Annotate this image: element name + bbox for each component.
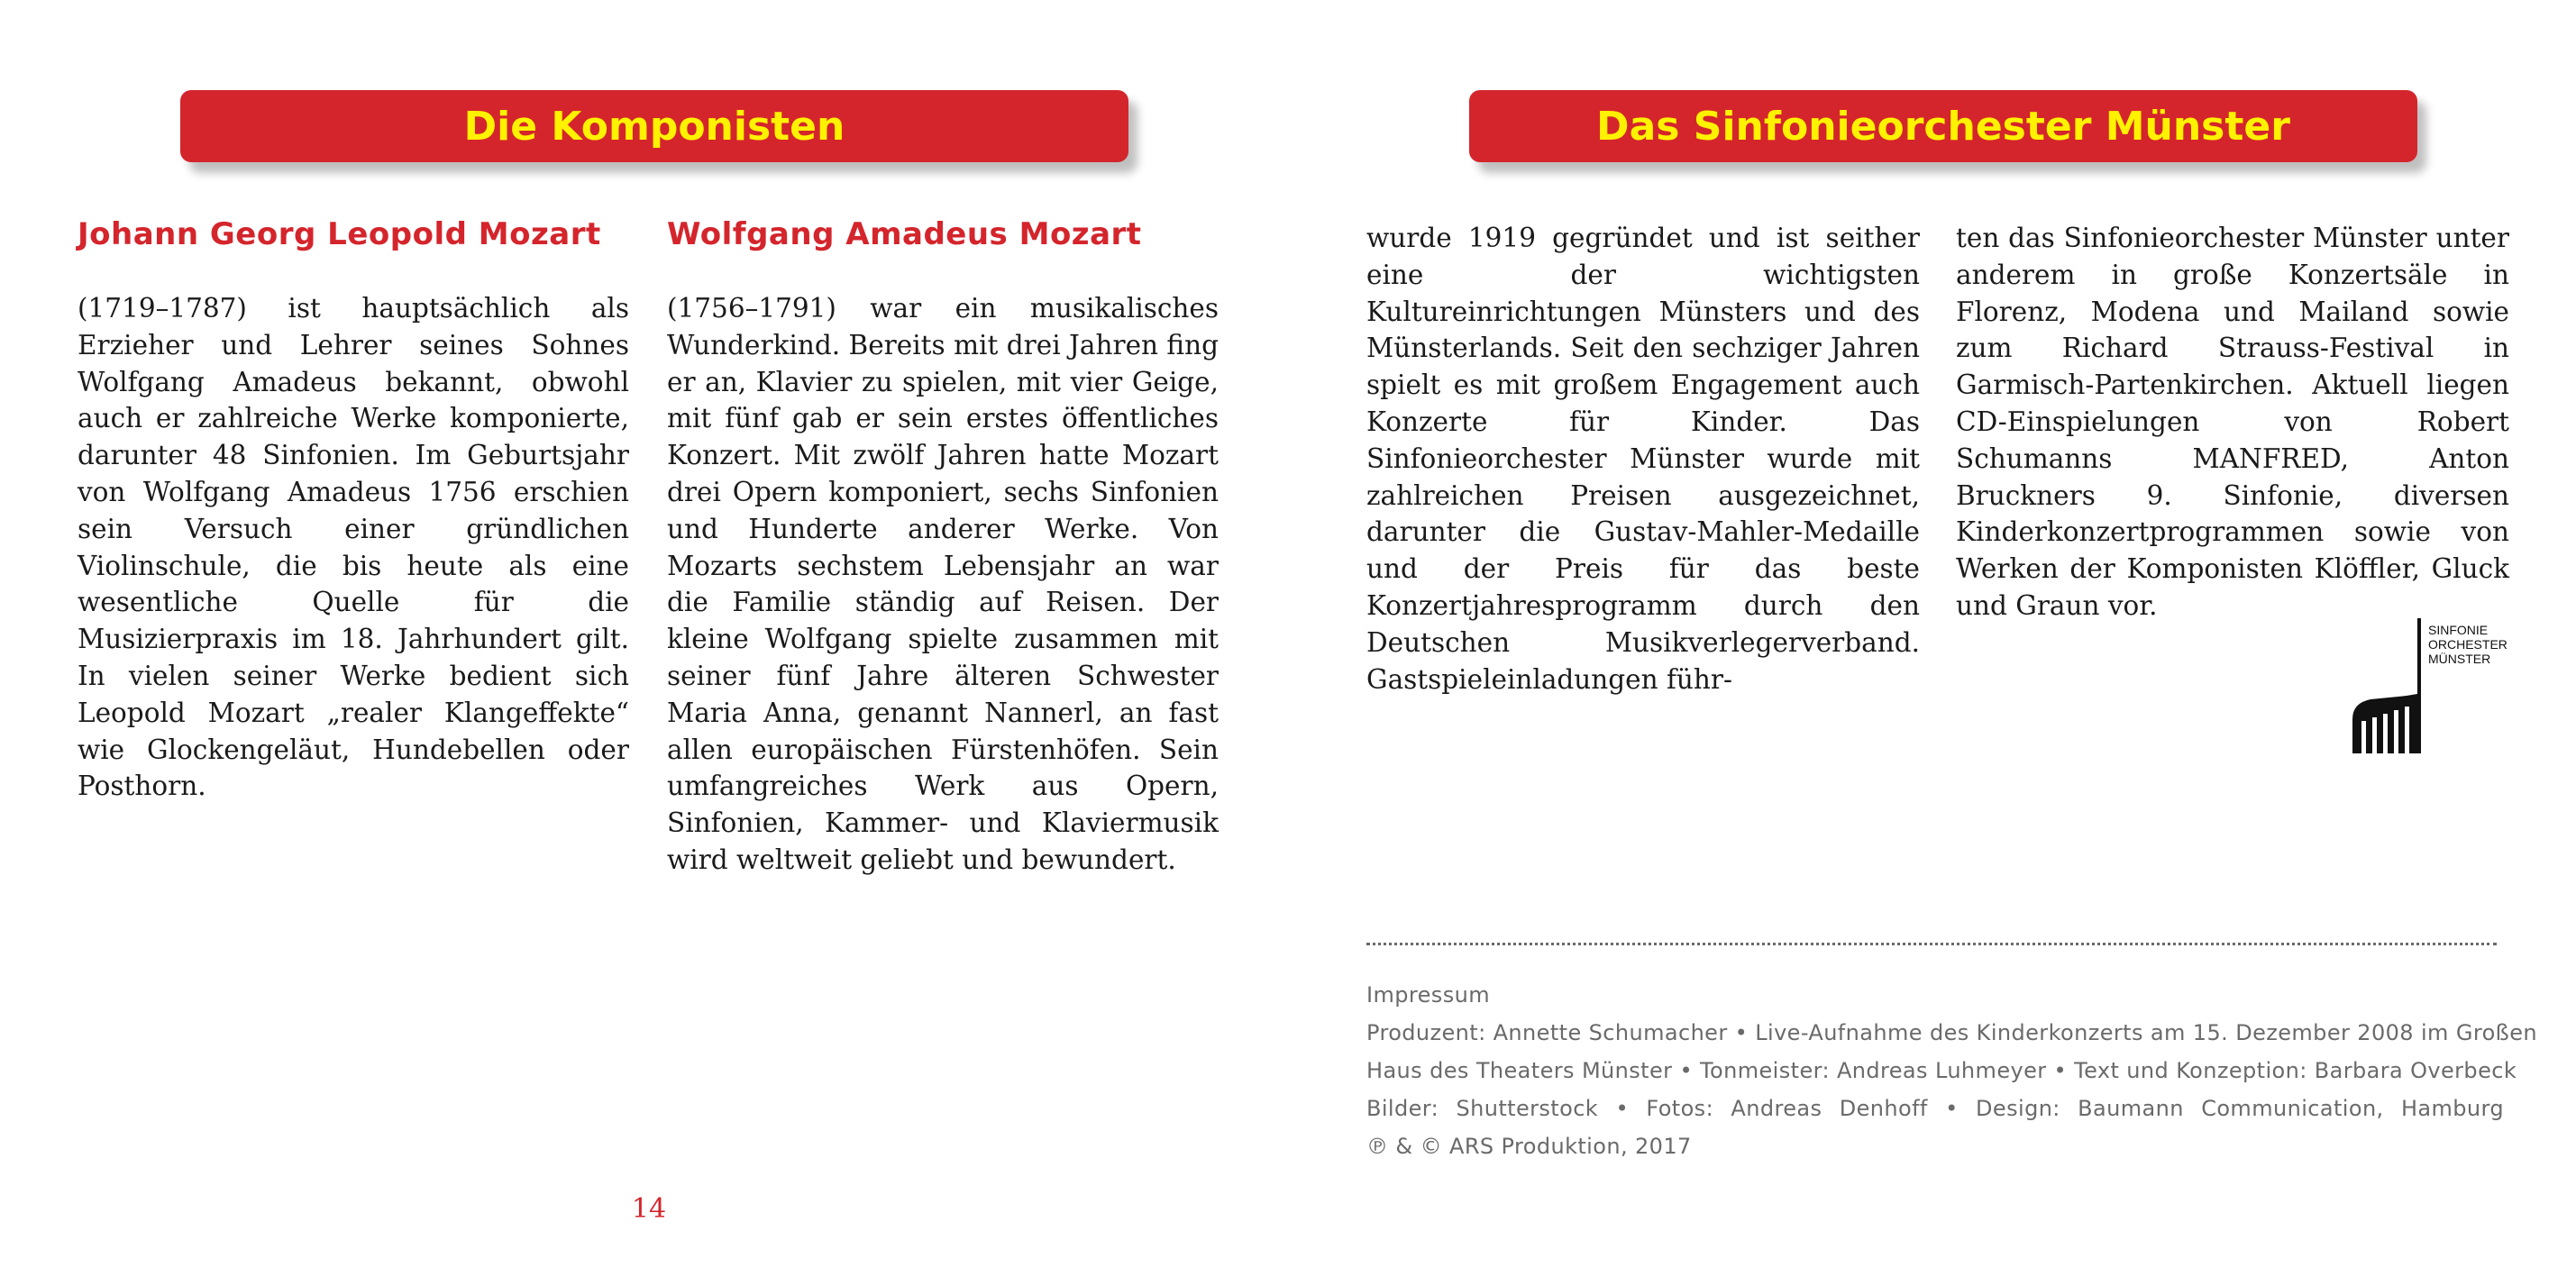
composer-bio: (1756–1791) war ein musikalisches Wunderkind. Bereits mit drei Jahren fing er an, Klavier zu spielen, mit vier Geige, mit fünf gab er sein erstes öffentliches Konzert. Mit zwölf Jahren hatte Mozart drei Opern komponiert, sechs Sinfonien und Hunderte anderer Werke. Von Mozarts sechstem Lebensjahr an war die Familie ständig auf Reisen. Der kleine Wolfgang spielte zusammen mit seiner fünf Jahre älteren Schwester Maria Anna, genannt Nannerl, an fast allen europäischen Fürstenhöfen. Sein umfangreiches Werk aus Opern, Sinfonien, Kammer- und Klaviermusik wird weltweit geliebt und bewundert.	[667, 293, 1219, 875]
orchestra-text: wurde 1919 gegründet und ist seither eine der wichtigsten Kultureinrichtungen Münsters und des Münsterlands. Seit den sechziger Jahren spielt es mit großem Engagement auch Konzerte für Kinder. Das Sinfonieorchester Münster wurde mit zahlreichen Preisen ausgezeichnet, darunter die Gustav-Mahler-Medaille und der Preis für das beste Konzertjahresprogramm durch den Deutschen Musikverlegerverband. Gastspieleinladungen führ-	[1366, 223, 1920, 695]
banner-title: Die Komponisten	[463, 103, 845, 150]
page-number: 14	[631, 1193, 667, 1225]
orchestra-text-column-2	[1956, 220, 2509, 625]
orchestra-logo-icon	[2352, 618, 2515, 755]
impressum-bullet: •	[1615, 1096, 1629, 1121]
impressum-word: Communication,	[2201, 1096, 2384, 1121]
divider	[1366, 943, 2497, 945]
banner-title: Das Sinfonieorchester Münster	[1596, 103, 2290, 150]
impressum-word: Shutterstock	[1456, 1096, 1599, 1121]
impressum-line-3	[1366, 1090, 2504, 1127]
orchestra-text: ten das Sinfonieorchester Münster unter anderem in große Konzertsäle in Florenz, Modena und Mailand sowie zum Richard Strauss-Festival in Garmisch-Partenkirchen. Aktuell liegen CD-Einspielungen von Robert Schumanns MANFRED, Anton Bruckners 9. Sinfonie, diversen Kinderkonzertprogrammen sowie von Werken der Komponisten Klöffler, Gluck und Graun vor.	[1956, 223, 2509, 621]
impressum-word: Design:	[1976, 1096, 2060, 1121]
orchestra-text-column-1	[1366, 220, 1920, 698]
impressum-word: Denhoff	[1839, 1096, 1928, 1121]
composer-leopold-mozart	[78, 214, 629, 805]
logo-line-3: MÜNSTER	[2428, 652, 2491, 666]
composer-bio: (1719–1787) ist hauptsächlich als Erzieher und Lehrer seines Sohnes Wolfgang Amadeus bekannt, obwohl auch er zahlreiche Werke komponierte, darunter 48 Sinfonien. Im Geburtsjahr von Wolfgang Amadeus 1756 erschien sein Versuch einer gründlichen Violinschule, die bis heute als eine wesentliche Quelle für die Musizierpraxis im 18. Jahrhundert gilt. In vielen seiner Werke bedient sich Leopold Mozart „realer Klangeffekte“ wie Glockengeläut, Hundebellen oder Posthorn.	[78, 293, 629, 802]
impressum-word: Baumann	[2078, 1096, 2184, 1121]
banner-sinfonieorchester	[1469, 90, 2417, 162]
logo-line-2: ORCHESTER	[2428, 637, 2507, 652]
impressum-line-2: Haus des Theaters Münster • Tonmeister: Andreas Luhmeyer • Text und Konzeption: Barbara Overbeck	[1366, 1058, 2517, 1083]
logo-line-1: SINFONIE	[2428, 623, 2489, 637]
impressum-word: Bilder:	[1366, 1096, 1439, 1121]
impressum-word: Hamburg	[2400, 1096, 2504, 1121]
composer-name: Johann Georg Leopold Mozart	[78, 216, 601, 252]
impressum-line-4: ℗ & © ARS Produktion, 2017	[1366, 1134, 1692, 1159]
impressum-word: Andreas	[1731, 1096, 1822, 1121]
impressum-line-1: Produzent: Annette Schumacher • Live-Aufnahme des Kinderkonzerts am 15. Dezember 2008 im Großen	[1366, 1020, 2537, 1045]
impressum-bullet: •	[1945, 1096, 1959, 1121]
impressum-word: Fotos:	[1646, 1096, 1714, 1121]
impressum-heading: Impressum	[1366, 982, 1490, 1008]
banner-die-komponisten	[180, 90, 1128, 162]
impressum	[1366, 976, 2537, 1165]
composer-name: Wolfgang Amadeus Mozart	[667, 216, 1142, 252]
composer-wolfgang-mozart	[667, 214, 1219, 879]
